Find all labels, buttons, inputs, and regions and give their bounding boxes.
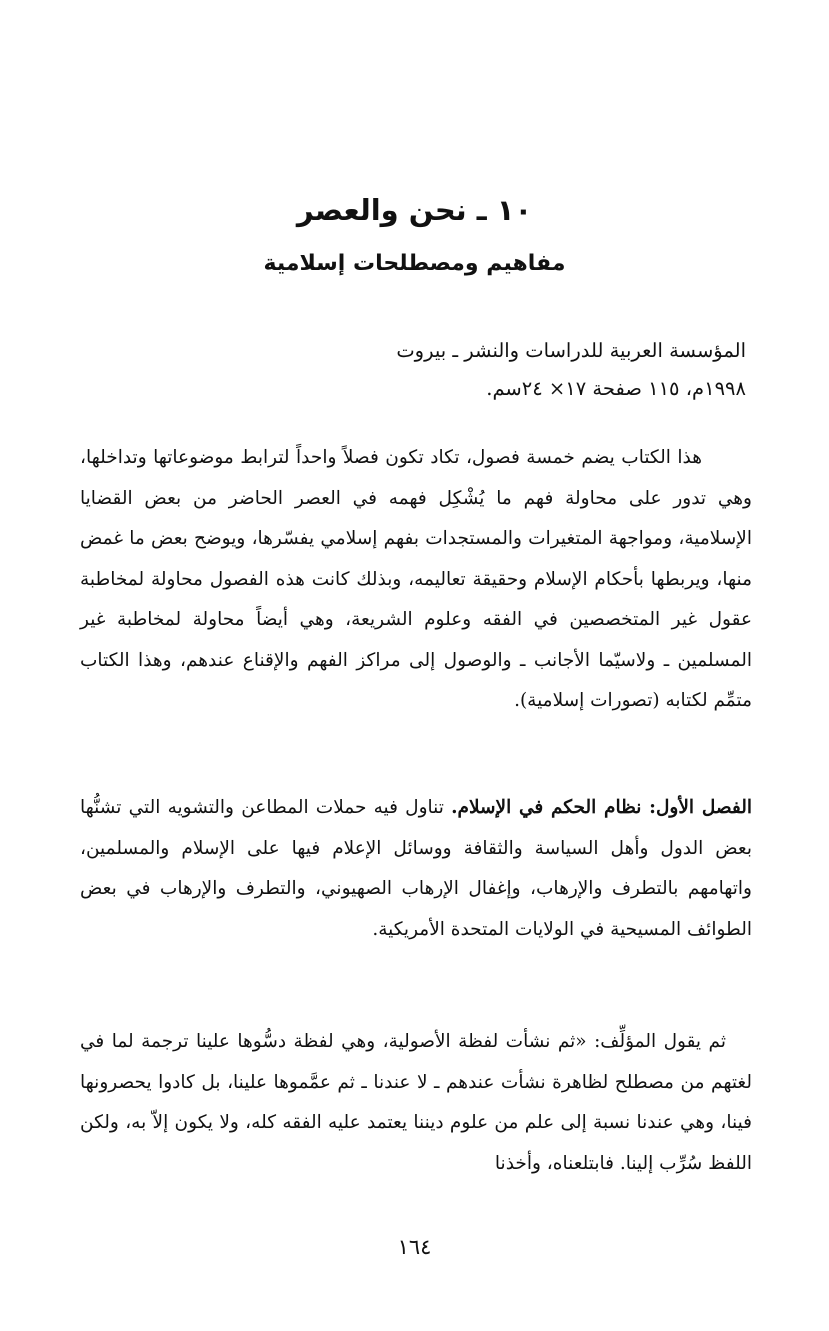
publication-details-line: ١٩٩٨م، ١١٥ صفحة ١٧× ٢٤سم. [486, 377, 746, 400]
chapter-one-paragraph [80, 788, 752, 950]
author-quote-paragraph: ثم يقول المؤلِّف: «ثم نشأت لفظة الأصولية، وهي لفظة دسُّوها علينا ترجمة لما في لغتهم من مصطلح لظاهرة نشأت عندهم ـ لا عندنا ـ ثم عمَّموها علينا، بل كادوا يحصرونها فينا، وهي عندنا نسبة إلى علم من علوم ديننا يعتمد عليه الفقه كله، ولا يكون إلاّ به، ولكن اللفظ سُرِّب إلينا. فابتلعناه، وأخذنا [80, 1031, 752, 1174]
bibliographic-info [80, 332, 746, 408]
chapter-one-text: تناول فيه حملات المطاعن والتشويه التي تشنُّها بعض الدول وأهل السياسة والثقافة ووسائل الإعلام فيها على الإسلام والمسلمين، واتهامهم بالتطرف والإرهاب، وإغفال الإرهاب الصهيوني، والتطرف والإرهاب في بعض الطوائف المسيحية في الولايات المتحدة الأمريكية. [80, 797, 752, 940]
chapter-one-heading: الفصل الأول: نظام الحكم في الإسلام. [451, 797, 753, 818]
section-title: ١٠ ـ نحن والعصر [296, 193, 533, 227]
intro-paragraph: هذا الكتاب يضم خمسة فصول، تكاد تكون فصلاً واحداً لترابط موضوعاتها وتداخلها، وهي تدور على محاولة فهم ما يُشْكِل فهمه في العصر الحاضر من بعض القضايا الإسلامية، ومواجهة المتغيرات والمستجدات بفهم إسلامي يفسّرها، ويوضح بعض ما غمض منها، ويربطها بأحكام الإسلام وحقيقة تعاليمه، وبذلك كانت هذه الفصول محاولة لمخاطبة عقول غير المتخصصين في الفقه وعلوم الشريعة، وهي أيضاً محاولة لمخاطبة غير المسلمين ـ ولاسيّما الأجانب ـ والوصول إلى مراكز الفهم والإقناع عندهم، وهذا الكتاب متمِّم لكتابه (تصورات إسلامية). [80, 447, 752, 711]
book-title: مفاهيم ومصطلحات إسلامية [263, 251, 566, 276]
publisher-line: المؤسسة العربية للدراسات والنشر ـ بيروت [396, 339, 746, 362]
page-number: ١٦٤ [397, 1235, 432, 1259]
